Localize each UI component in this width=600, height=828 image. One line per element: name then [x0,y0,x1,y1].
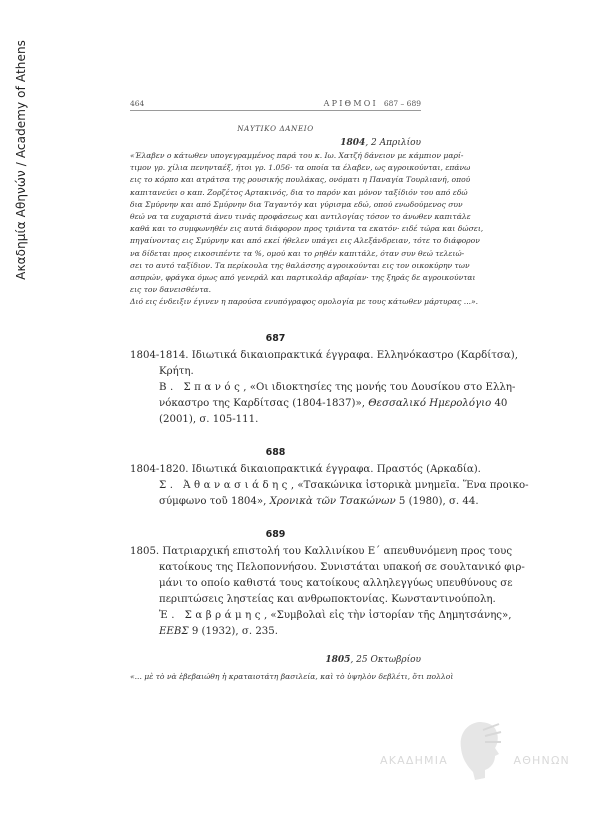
section-caption: ΝΑΥΤΙΚΟ ΔΑΝΕΙΟ [237,124,314,133]
archive-side-label: Ακαδημία Αθηνών / Academy of Athens [14,40,28,280]
quote-line: σει το αυτό ταξίδιον. Τα περίκουλα της θαλάσσης αγροικούνται εις τον οικοκύρην των [130,260,470,270]
ref-title: , «Οι ιδιοκτησίες της μονής του Δουσίκου στο Ελλη- [243,382,516,393]
ref-volume: 40 [491,398,508,409]
running-title-text: ΑΡΙΘΜΟΙ [323,99,378,108]
ref-pages: 9 (1932), σ. 235. [188,626,279,637]
entry-number-687: 687 [265,333,286,344]
academy-watermark [380,720,580,810]
quote-line: «Έλαβεν ο κάτωθεν υπογεγραμμένος παρά του κ. Ιω. Χατζή δάνειον με κάμπιον μαρί- [130,151,464,160]
quote-line: καθά και το συμφωνηθέν εις αυτά διάφορον προς τριάντα τα εκατόν· ειδέ τώρα και δώσει, [130,224,484,234]
entry-688 [130,462,529,510]
ref-title: , «Συμβολαὶ εἰς τὴν ἱστορίαν τῆς Δημητσάνης», [263,610,512,621]
loan-quote [130,150,484,309]
ref-title: , «Τσακώνικα ἱστορικὰ μνημεῖα. Ἕνα προικο- [290,480,529,491]
ref-journal: Χρονικὰ τῶν Τσακώνων [269,496,396,507]
entry-reference [130,396,508,412]
ref-author: Β. Σπανός [159,382,244,393]
entry-number-689: 689 [265,529,286,540]
quote-line: εις το κόρπο και ατράτσα της ρουσικής πουλάκας, ονόματι η Παναγία Τουρλιανή, οπού [130,175,471,185]
entry-reference [130,494,479,510]
quote-line: να δίδεται προς εικοσιπέντε τα %, ομού και το ρηθέν καπιτάλε, όταν συν θεώ τελειώ- [130,248,465,258]
ref-title: σύμφωνο τοῦ 1804», [159,496,270,507]
entry-reference [130,478,529,494]
entry-number-688: 688 [265,447,286,458]
running-range: 687 – 689 [383,99,421,108]
entry-689 [130,544,525,640]
watermark-left-text: ΑΚΑΔΗΜΙΑ [380,754,448,767]
dateline-date: , 2 Απριλίου [365,138,421,148]
entry-reference [130,608,512,624]
entry-text: 1804-1814. Ιδιωτικά δικαιοπρακτικά έγγραφα. Ελληνόκαστρο (Καρδίτσα), [130,350,518,361]
quote-line: θεώ να τα ευχαριστά άνευ τινάς προφάσεως και αντιλογίας τόσον το άνωθεν καπιτάλε [130,212,471,222]
entry-text: κατοίκους της Πελοποννήσου. Συνιστάται υπακοή σε σουλτανικό φιρ- [159,562,525,573]
quote-line: ασπρών, φράγκα όμως από γενεράλ και παρτικολάρ αβαρίαν· της ξηράς δε αγροικούνται [130,273,476,283]
ref-pages: (2001), σ. 105-111. [159,414,259,425]
ref-pages: 5 (1980), σ. 44. [395,496,479,507]
quote-line: Διό εις ένδειξιν έγινεν η παρούσα ενυπόγραφος ομολογία με τους κάτωθεν μάρτυρας ...». [130,297,479,307]
dateline-year: 1805 [325,655,351,665]
watermark-right-text: ΑΘΗΝΩΝ [513,754,570,767]
running-head [130,95,421,111]
page-number: 464 [130,99,145,108]
dateline-date: , 25 Οκτωβρίου [350,655,421,665]
entry-text: μάνι το οποίο καθιστά τους κατοίκους αλληλεγγύως υπευθύνους σε [159,578,513,589]
entry-text: 1805. Πατριαρχική επιστολή του Καλλινίκου Ε΄ απευθυνόμενη προς τους [130,546,513,557]
dateline-1804 [340,138,421,148]
entry-text: 1804-1820. Ιδιωτικά δικαιοπρακτικά έγγραφα. Πραστός (Αρκαδία). [130,464,481,475]
ref-author: Σ. Ἀθανασιάδης [159,480,291,491]
ref-journal: ΕΕΒΣ [159,626,189,637]
dateline-year: 1804 [340,138,366,148]
entry-text: Κρήτη. [159,366,194,377]
ref-title: νόκαστρο της Καρδίτσας (1804-1837)», [159,398,369,409]
dateline-1805 [325,655,421,665]
quote-line: «... μὲ τὸ νὰ ἐβεβαιώθη ἡ κραταιοτάτη βασιλεία, καὶ τὸ ὑψηλὸν δεβλέτι, ὅτι πολλοὶ [130,672,454,681]
athena-head-icon [455,720,503,785]
quote-line: εις τον δανεισθέντα. [130,285,212,295]
entry-687 [130,348,518,428]
quote-line: τιμον γρ. χίλια πενηνταέξ, ήτοι γρ. 1.056· τα οποία τα έλαβεν, ως αγροικούνται, επάνω [130,163,471,173]
ref-author: Ἐ. Σαβράμης [159,610,264,621]
quote-line: πηγαίνοντας εις Σμύρνην και από εκεί ήθελεν υπάγει εις Αλεξάνδρειαν, τότε το διάφορον [130,236,480,246]
entry-text: περιπτώσεις ληστείας και ανθρωποκτονίας. Κωνσταντινούπολη. [159,594,496,605]
entry-reference [130,380,516,396]
running-title [324,99,421,108]
ref-journal: Θεσσαλικό Ημερολόγιο [368,398,492,409]
entry-reference [130,624,433,640]
quote-line: δια Σμύρνην και από Σμύρνην δια Ταγαντόγ και γύρισμα εδώ, οπού ενωδούμενος συν [130,199,463,209]
quote-line: καπιτανεύει ο καπ. Ζορζέτος Αρτακινός, δια το παρόν και μόνον ταξίδιόν του από εδώ [130,187,468,197]
closing-quote [130,671,454,683]
